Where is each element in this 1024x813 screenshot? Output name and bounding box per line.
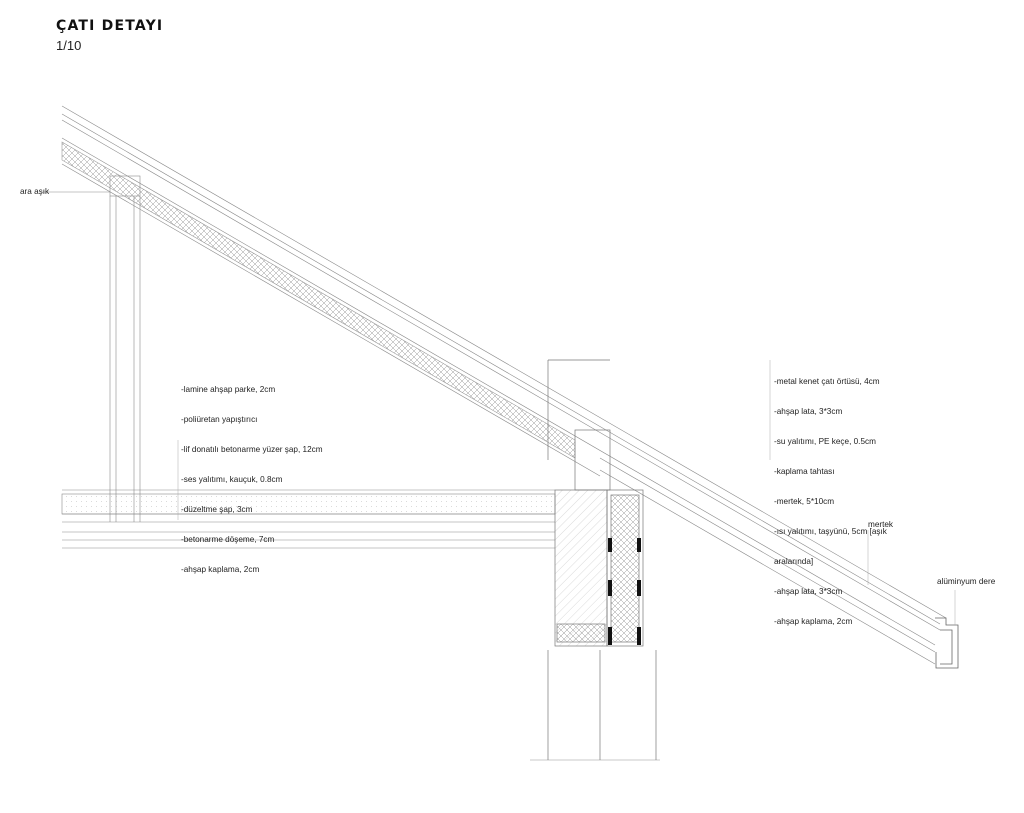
roof-layer-3: -su yalıtımı, PE keçe, 0.5cm xyxy=(774,437,876,446)
floor-layer-3: -lif donatılı betonarme yüzer şap, 12cm xyxy=(181,445,323,454)
roof-layers-note xyxy=(774,357,887,637)
floor-layer-1: -lamine ahşap parke, 2cm xyxy=(181,385,276,394)
drawing-title: ÇATI DETAYI xyxy=(56,18,164,34)
roof-layer-6: -ısı yalıtımı, taşyünü, 5cm [aşık xyxy=(774,527,887,536)
drawing-scale: 1/10 xyxy=(56,38,82,53)
floor-layer-2: -poliüretan yapıştırıcı xyxy=(181,415,258,424)
wall-section xyxy=(530,360,660,760)
floor-layer-7: -ahşap kaplama, 2cm xyxy=(181,565,260,574)
label-ara-asik: ara aşık xyxy=(20,187,50,196)
floor-layer-4: -ses yalıtımı, kauçuk, 0.8cm xyxy=(181,475,283,484)
roof-layer-7: aralarında] xyxy=(774,557,814,566)
roof-layer-4: -kaplama tahtası xyxy=(774,467,835,476)
label-mertek: mertek xyxy=(868,520,894,529)
roof-layer-1: -metal kenet çatı örtüsü, 4cm xyxy=(774,377,880,386)
roof-layer-2: -ahşap lata, 3*3cm xyxy=(774,407,843,416)
aluminium-gutter xyxy=(935,618,958,668)
roof-layer-8: -ahşap lata, 3*3cm xyxy=(774,587,843,596)
floor-layer-5: -düzeltme şap, 3cm xyxy=(181,505,253,514)
label-aluminyum-dere: alüminyum dere xyxy=(937,577,996,586)
floor-layer-6: -betonarme döşeme, 7cm xyxy=(181,535,275,544)
floor-layers-note xyxy=(181,365,323,585)
roof-layer-5: -mertek, 5*10cm xyxy=(774,497,835,506)
intermediate-purlin xyxy=(40,176,140,522)
roof-layer-9: -ahşap kaplama, 2cm xyxy=(774,617,853,626)
